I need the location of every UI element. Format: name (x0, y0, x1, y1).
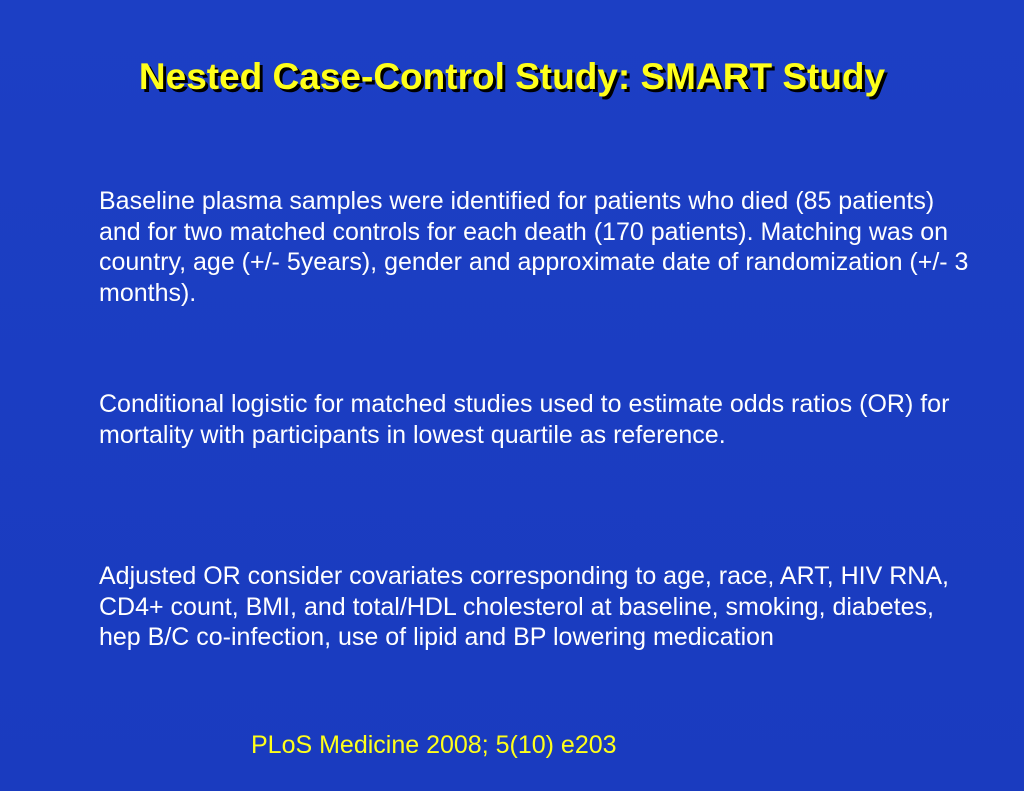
citation: PLoS Medicine 2008; 5(10) e203 (251, 731, 617, 759)
paragraph-conditional-logistic: Conditional logistic for matched studies used to estimate odds ratios (OR) for mortality with participants in lowest quartile as reference. (99, 390, 950, 449)
paragraph-baseline-samples: Baseline plasma samples were identified for patients who died (85 patients) and for two matched controls for each death (170 patients). Matching was on country, age (+/- 5years), gender and approximate date of randomization (+/- 3 months). (99, 187, 969, 307)
slide-title: Nested Case-Control Study: SMART Study (138, 56, 886, 97)
paragraph-adjusted-or: Adjusted OR consider covariates corresponding to age, race, ART, HIV RNA, CD4+ count, BMI, and total/HDL cholesterol at baseline, smoking, diabetes, hep B/C co-infection, use of lipid and BP lowering medication (99, 562, 949, 651)
